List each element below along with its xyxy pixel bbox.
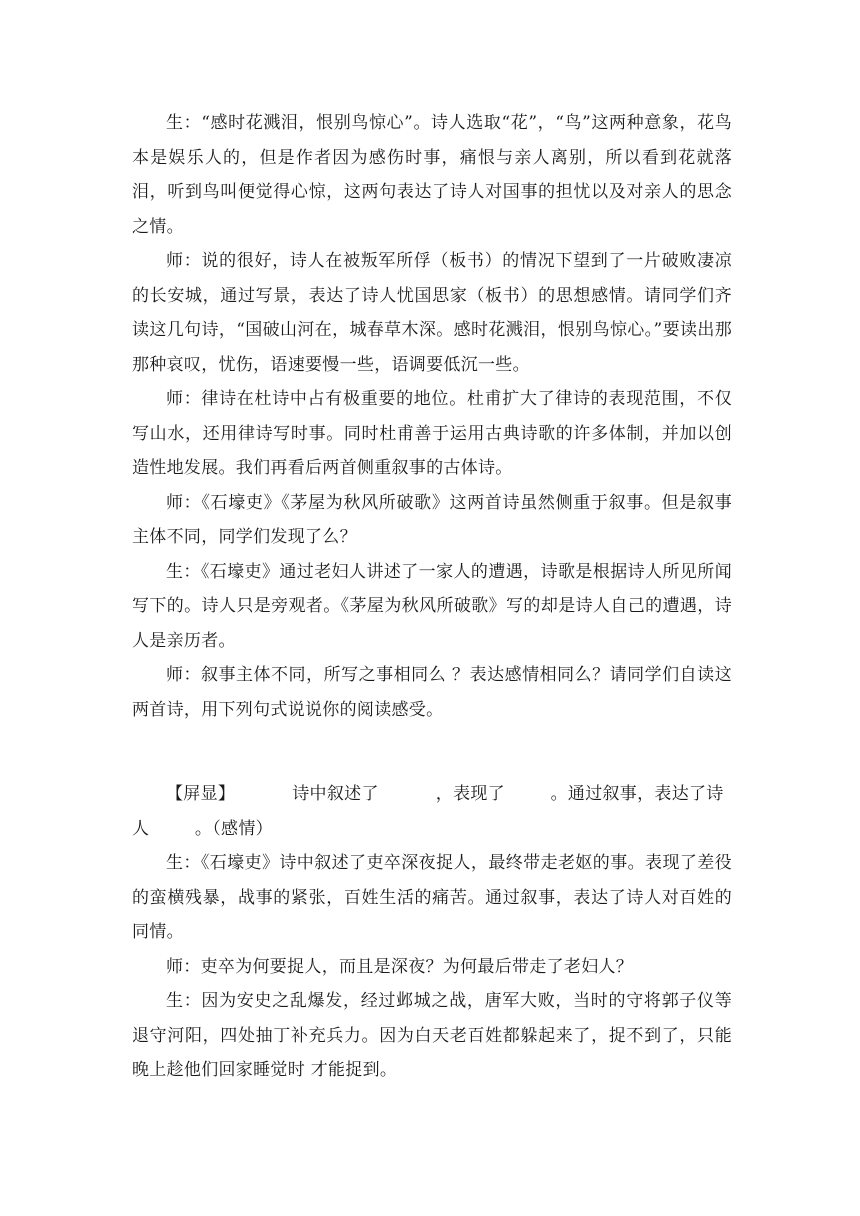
- screen-prompt-line-2: 人 。（感情）: [132, 818, 273, 839]
- paragraph-student-answer-history: 生：因为安史之乱爆发，经过邺城之战，唐军大败，当时的守将郭子仪等退守河阳，四处抽丁补充兵力。因为白天老百姓都躲起来了，捉不到了，只能晚上趁他们回家睡觉时 才能捉到。: [132, 991, 732, 1080]
- paragraph-teacher-question-why: 师：吏卒为何要捉人，而且是深夜？为何最后带走了老妇人？: [166, 956, 634, 977]
- paragraph-teacher-question-narrative: 师：《石壕吏》《茅屋为秋风所破歌》这两首诗虽然侧重于叙事。但是叙事主体不同，同学们发现了么？: [132, 492, 732, 547]
- paragraph-teacher-comment-changan: 师：说的很好，诗人在被叛军所俘（板书）的情况下望到了一片破败凄凉的长安城，通过写景，表达了诗人忧国思家（板书）的思想感情。请同学们齐读这几句诗，“国破山河在，城春草木深。感时花溅泪，恨别鸟惊心。”要读出那那种哀叹，忧伤，语速要慢一些，语调要低沉一些。: [132, 251, 732, 375]
- paragraph-teacher-regulated-verse: 师：律诗在杜诗中占有极重要的地位。杜甫扩大了律诗的表现范围，不仅写山水，还用律诗写时事。同时杜甫善于运用古典诗歌的许多体制，并加以创造性地发展。我们再看后两首侧重叙事的古体诗。: [132, 389, 732, 478]
- screen-prompt-line-1: 【屏显】 诗中叙述了 ，表现了 。通过叙事，表达了诗: [166, 784, 724, 804]
- paragraph-student-answer-narrators: 生：《石壕吏》通过老妇人讲述了一家人的遭遇，诗歌是根据诗人所见所闻写下的。诗人只是旁观者。《茅屋为秋风所破歌》写的却是诗人自己的遭遇，诗人是亲历者。: [132, 561, 732, 651]
- document-page: [132, 106, 732, 1088]
- paragraph-teacher-reading-task: 师：叙事主体不同，所写之事相同么 ？表达感情相同么？请同学们自读这两首诗，用下列句式说说你的阅读感受。: [132, 665, 732, 720]
- paragraph-student-answer-flowers-birds: 生：“感时花溅泪，恨别鸟惊心”。诗人选取“花”，“鸟”这两种意象，花鸟本是娱乐人的，但是作者因为感伤时事，痛恨与亲人离别，所以看到花就落泪，听到鸟叫便觉得心惊，这两句表达了诗人对国事的担忧以及对亲人的思念之情。: [132, 113, 732, 237]
- section-gap: [132, 727, 732, 777]
- paragraph-student-answer-shihaoli: 生：《石壕吏》诗中叙述了吏卒深夜捉人，最终带走老妪的事。表现了差役的蛮横残暴，战事的紧张，百姓生活的痛苦。通过叙事，表达了诗人对百姓的同情。: [132, 853, 732, 942]
